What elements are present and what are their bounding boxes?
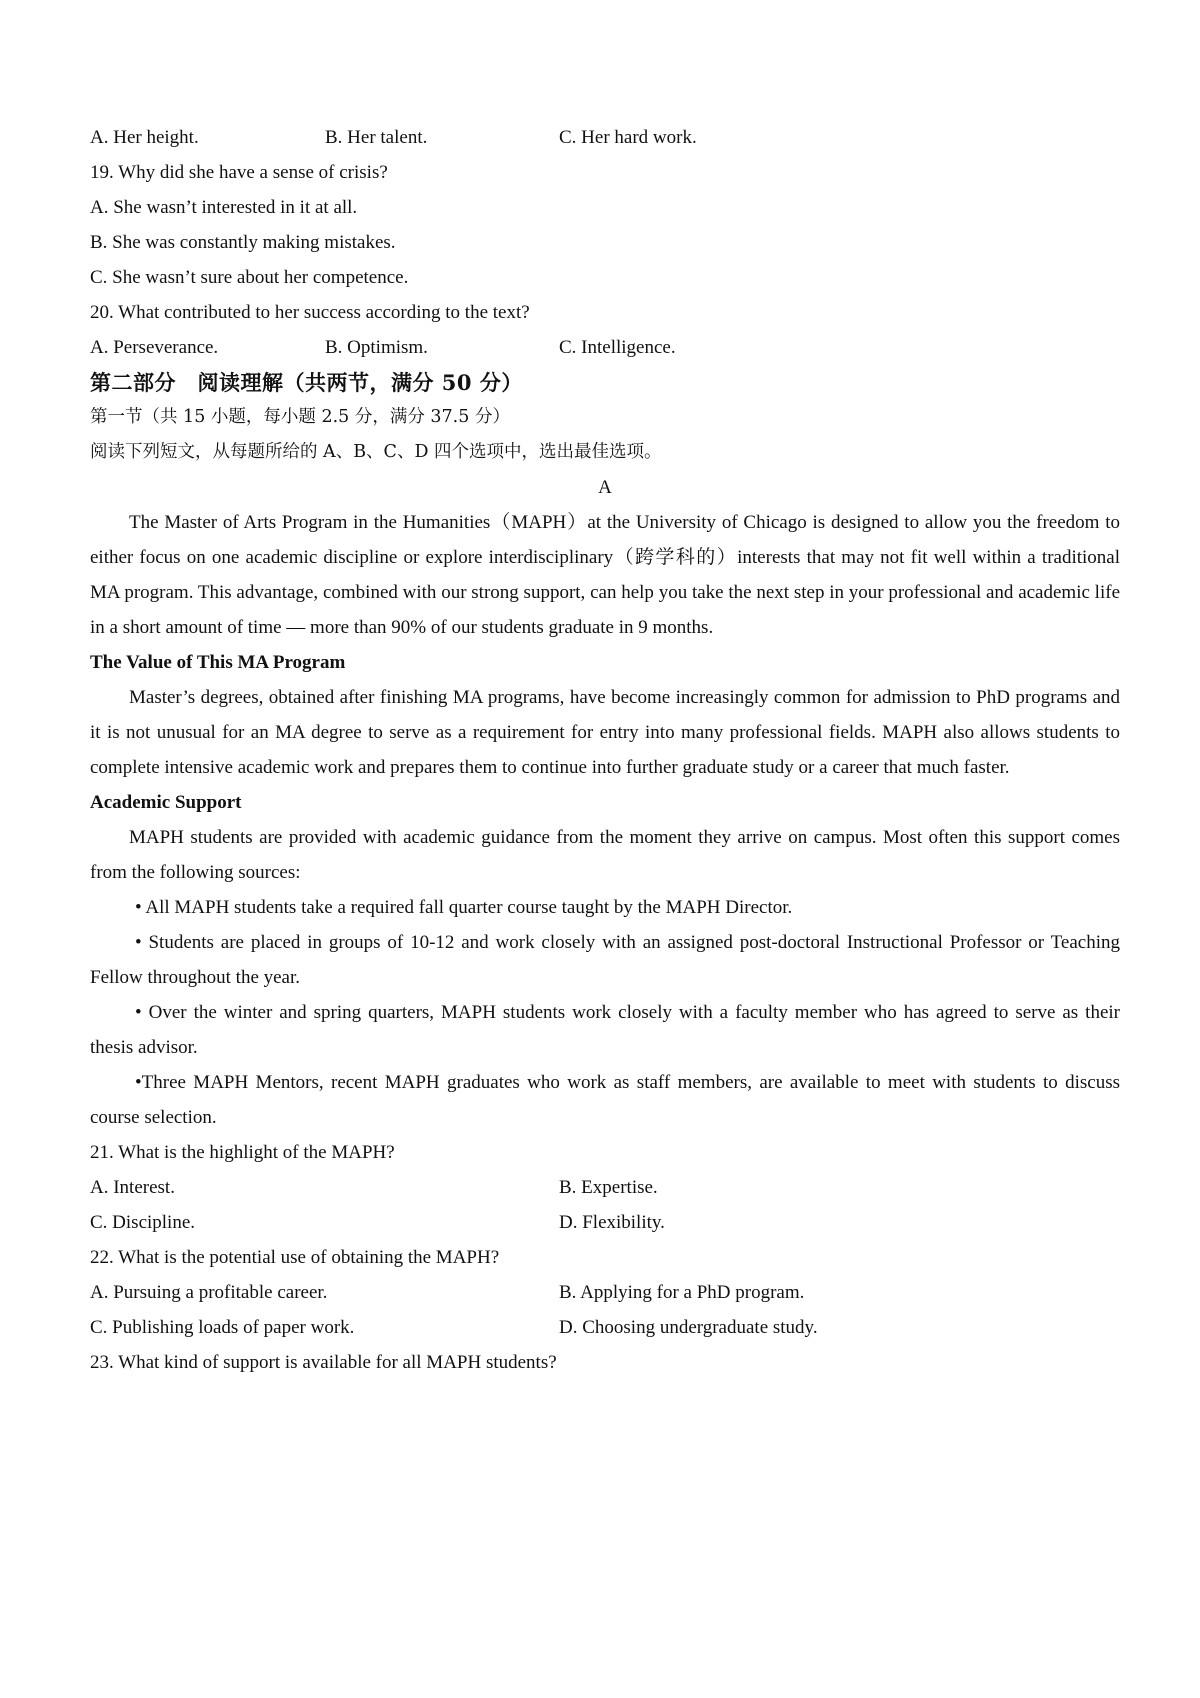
q19-option-c: C. She wasn’t sure about her competence. — [90, 267, 409, 288]
option-c: C. Discipline. — [90, 1212, 196, 1233]
support-bullet: • Over the winter and spring quarters, MAPH students work closely with a faculty member who has agreed to serve as their thesis advisor. — [90, 1002, 1120, 1058]
q21-options-row2 — [90, 1205, 1120, 1240]
option-b: B. Her talent. — [325, 127, 428, 148]
passage-label: A — [598, 477, 612, 498]
option-b: B. Applying for a PhD program. — [559, 1282, 805, 1303]
q20-options — [90, 330, 1120, 365]
option-c: C. Intelligence. — [559, 337, 676, 358]
option-a: A. Interest. — [90, 1177, 175, 1198]
q20-question: 20. What contributed to her success according to the text? — [90, 302, 530, 323]
option-d: D. Choosing undergraduate study. — [559, 1317, 818, 1338]
option-a: A. Perseverance. — [90, 337, 219, 358]
option-b: B. Expertise. — [559, 1177, 658, 1198]
heading-support: Academic Support — [90, 792, 242, 813]
q21-options-row1 — [90, 1170, 1120, 1205]
option-d: D. Flexibility. — [559, 1212, 665, 1233]
option-b: B. Optimism. — [325, 337, 428, 358]
heading-value: The Value of This MA Program — [90, 652, 346, 673]
support-bullet: • Students are placed in groups of 10-12 and work closely with an assigned post-doctoral Instructional Professor or Teaching Fellow throughout the year. — [90, 932, 1120, 988]
value-paragraph: Master’s degrees, obtained after finishing MA programs, have become increasingly common for admission to PhD programs and it is not unusual for an MA degree to serve as a requirement for entry into many professional fields. MAPH also allows students to complete intensive academic work and prepares them to continue into further graduate study or a career that much faster. — [90, 687, 1120, 778]
part2-title: 第二部分 阅读理解（共两节，满分 50 分） — [90, 370, 523, 395]
q21-question: 21. What is the highlight of the MAPH? — [90, 1142, 395, 1163]
passage-intro: The Master of Arts Program in the Humanities（MAPH）at the University of Chicago is designed to allow you the freedom to either focus on one academic discipline or explore interdisciplinary（跨学科的）interests that may not fit well within a traditional MA program. This advantage, combined with our strong support, can help you take the next step in your professional and academic life in a short amount of time — more than 90% of our students graduate in 9 months. — [90, 512, 1120, 638]
section1-heading: 第一节（共 15 小题，每小题 2.5 分，满分 37.5 分） — [90, 407, 510, 427]
support-bullet: •Three MAPH Mentors, recent MAPH graduates who work as staff members, are available to meet with students to discuss course selection. — [90, 1072, 1120, 1128]
q19-question: 19. Why did she have a sense of crisis? — [90, 162, 388, 183]
q22-options-row2 — [90, 1310, 1120, 1345]
support-bullet: • All MAPH students take a required fall quarter course taught by the MAPH Director. — [135, 897, 793, 918]
exam-page — [90, 120, 1120, 1380]
option-a: A. Her height. — [90, 127, 199, 148]
q22-question: 22. What is the potential use of obtaining the MAPH? — [90, 1247, 500, 1268]
q23-question: 23. What kind of support is available for all MAPH students? — [90, 1352, 557, 1373]
q19-option-b: B. She was constantly making mistakes. — [90, 232, 396, 253]
q19-option-a: A. She wasn’t interested in it at all. — [90, 197, 358, 218]
support-paragraph: MAPH students are provided with academic guidance from the moment they arrive on campus. Most often this support comes from the following sources: — [90, 827, 1120, 883]
option-a: A. Pursuing a profitable career. — [90, 1282, 328, 1303]
instruction: 阅读下列短文，从每题所给的 A、B、C、D 四个选项中，选出最佳选项。 — [90, 442, 662, 462]
option-c: C. Publishing loads of paper work. — [90, 1317, 355, 1338]
option-c: C. Her hard work. — [559, 127, 697, 148]
q18-options — [90, 120, 1120, 155]
q22-options-row1 — [90, 1275, 1120, 1310]
